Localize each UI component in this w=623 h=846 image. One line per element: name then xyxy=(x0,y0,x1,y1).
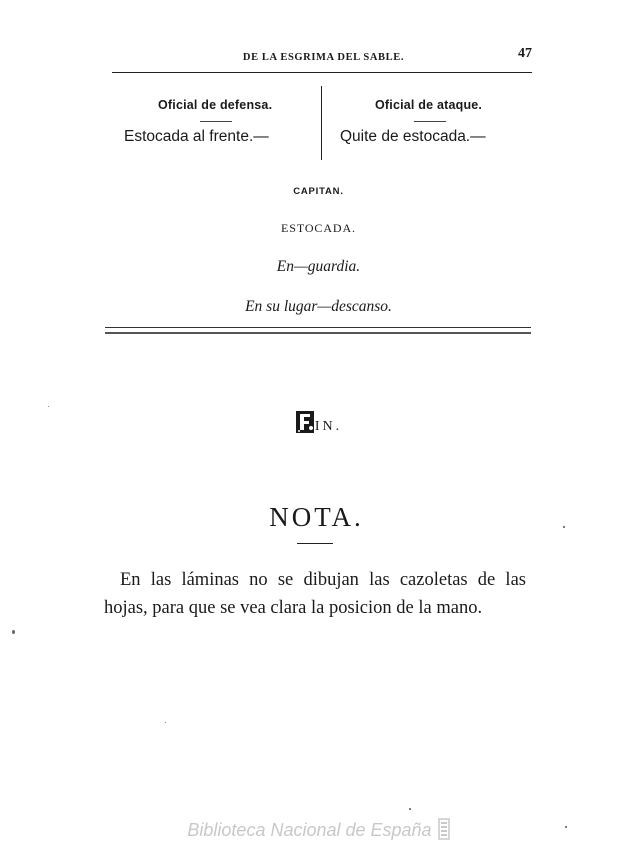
library-logo-icon xyxy=(438,818,450,840)
command-estocada: ESTOCADA. xyxy=(281,221,356,235)
command-rest: En su lugar—descanso. xyxy=(245,298,392,315)
paper-speck xyxy=(565,826,567,828)
ornamental-initial xyxy=(295,410,315,434)
left-heading-dash xyxy=(200,121,232,122)
running-title: DE LA ESGRIMA DEL SABLE. xyxy=(242,52,405,63)
note-title: NOTA. xyxy=(269,502,364,532)
right-column-heading: Oficial de ataque. xyxy=(375,98,483,112)
page-number: 47 xyxy=(518,46,532,61)
section-double-rule xyxy=(105,327,531,334)
paper-speck xyxy=(409,808,411,810)
header-rule xyxy=(112,72,532,73)
command-guard: En—guardia. xyxy=(276,258,361,275)
left-column-heading: Oficial de defensa. xyxy=(158,98,273,112)
fin-rest: IN. xyxy=(314,419,343,434)
right-column-line: Quite de estocada.— xyxy=(340,128,486,145)
fin-heading xyxy=(0,410,623,435)
paper-speck xyxy=(48,406,49,407)
right-heading-dash xyxy=(414,121,446,122)
paper-speck xyxy=(165,722,166,723)
left-column-line: Estocada al frente.— xyxy=(124,128,269,145)
note-body xyxy=(104,566,526,622)
note-line-1: En las láminas no se dibujan las cazoletas de las xyxy=(120,570,526,590)
note-title-dash xyxy=(297,543,333,544)
paper-speck xyxy=(563,526,565,528)
note-line-2: hojas, para que se vea clara la posicion de la mano. xyxy=(104,598,483,618)
paper-speck xyxy=(12,630,15,634)
column-divider xyxy=(321,86,322,160)
speaker-label: CAPITAN. xyxy=(293,186,344,197)
watermark-text: Biblioteca Nacional de España xyxy=(187,820,432,840)
watermark xyxy=(0,818,623,841)
